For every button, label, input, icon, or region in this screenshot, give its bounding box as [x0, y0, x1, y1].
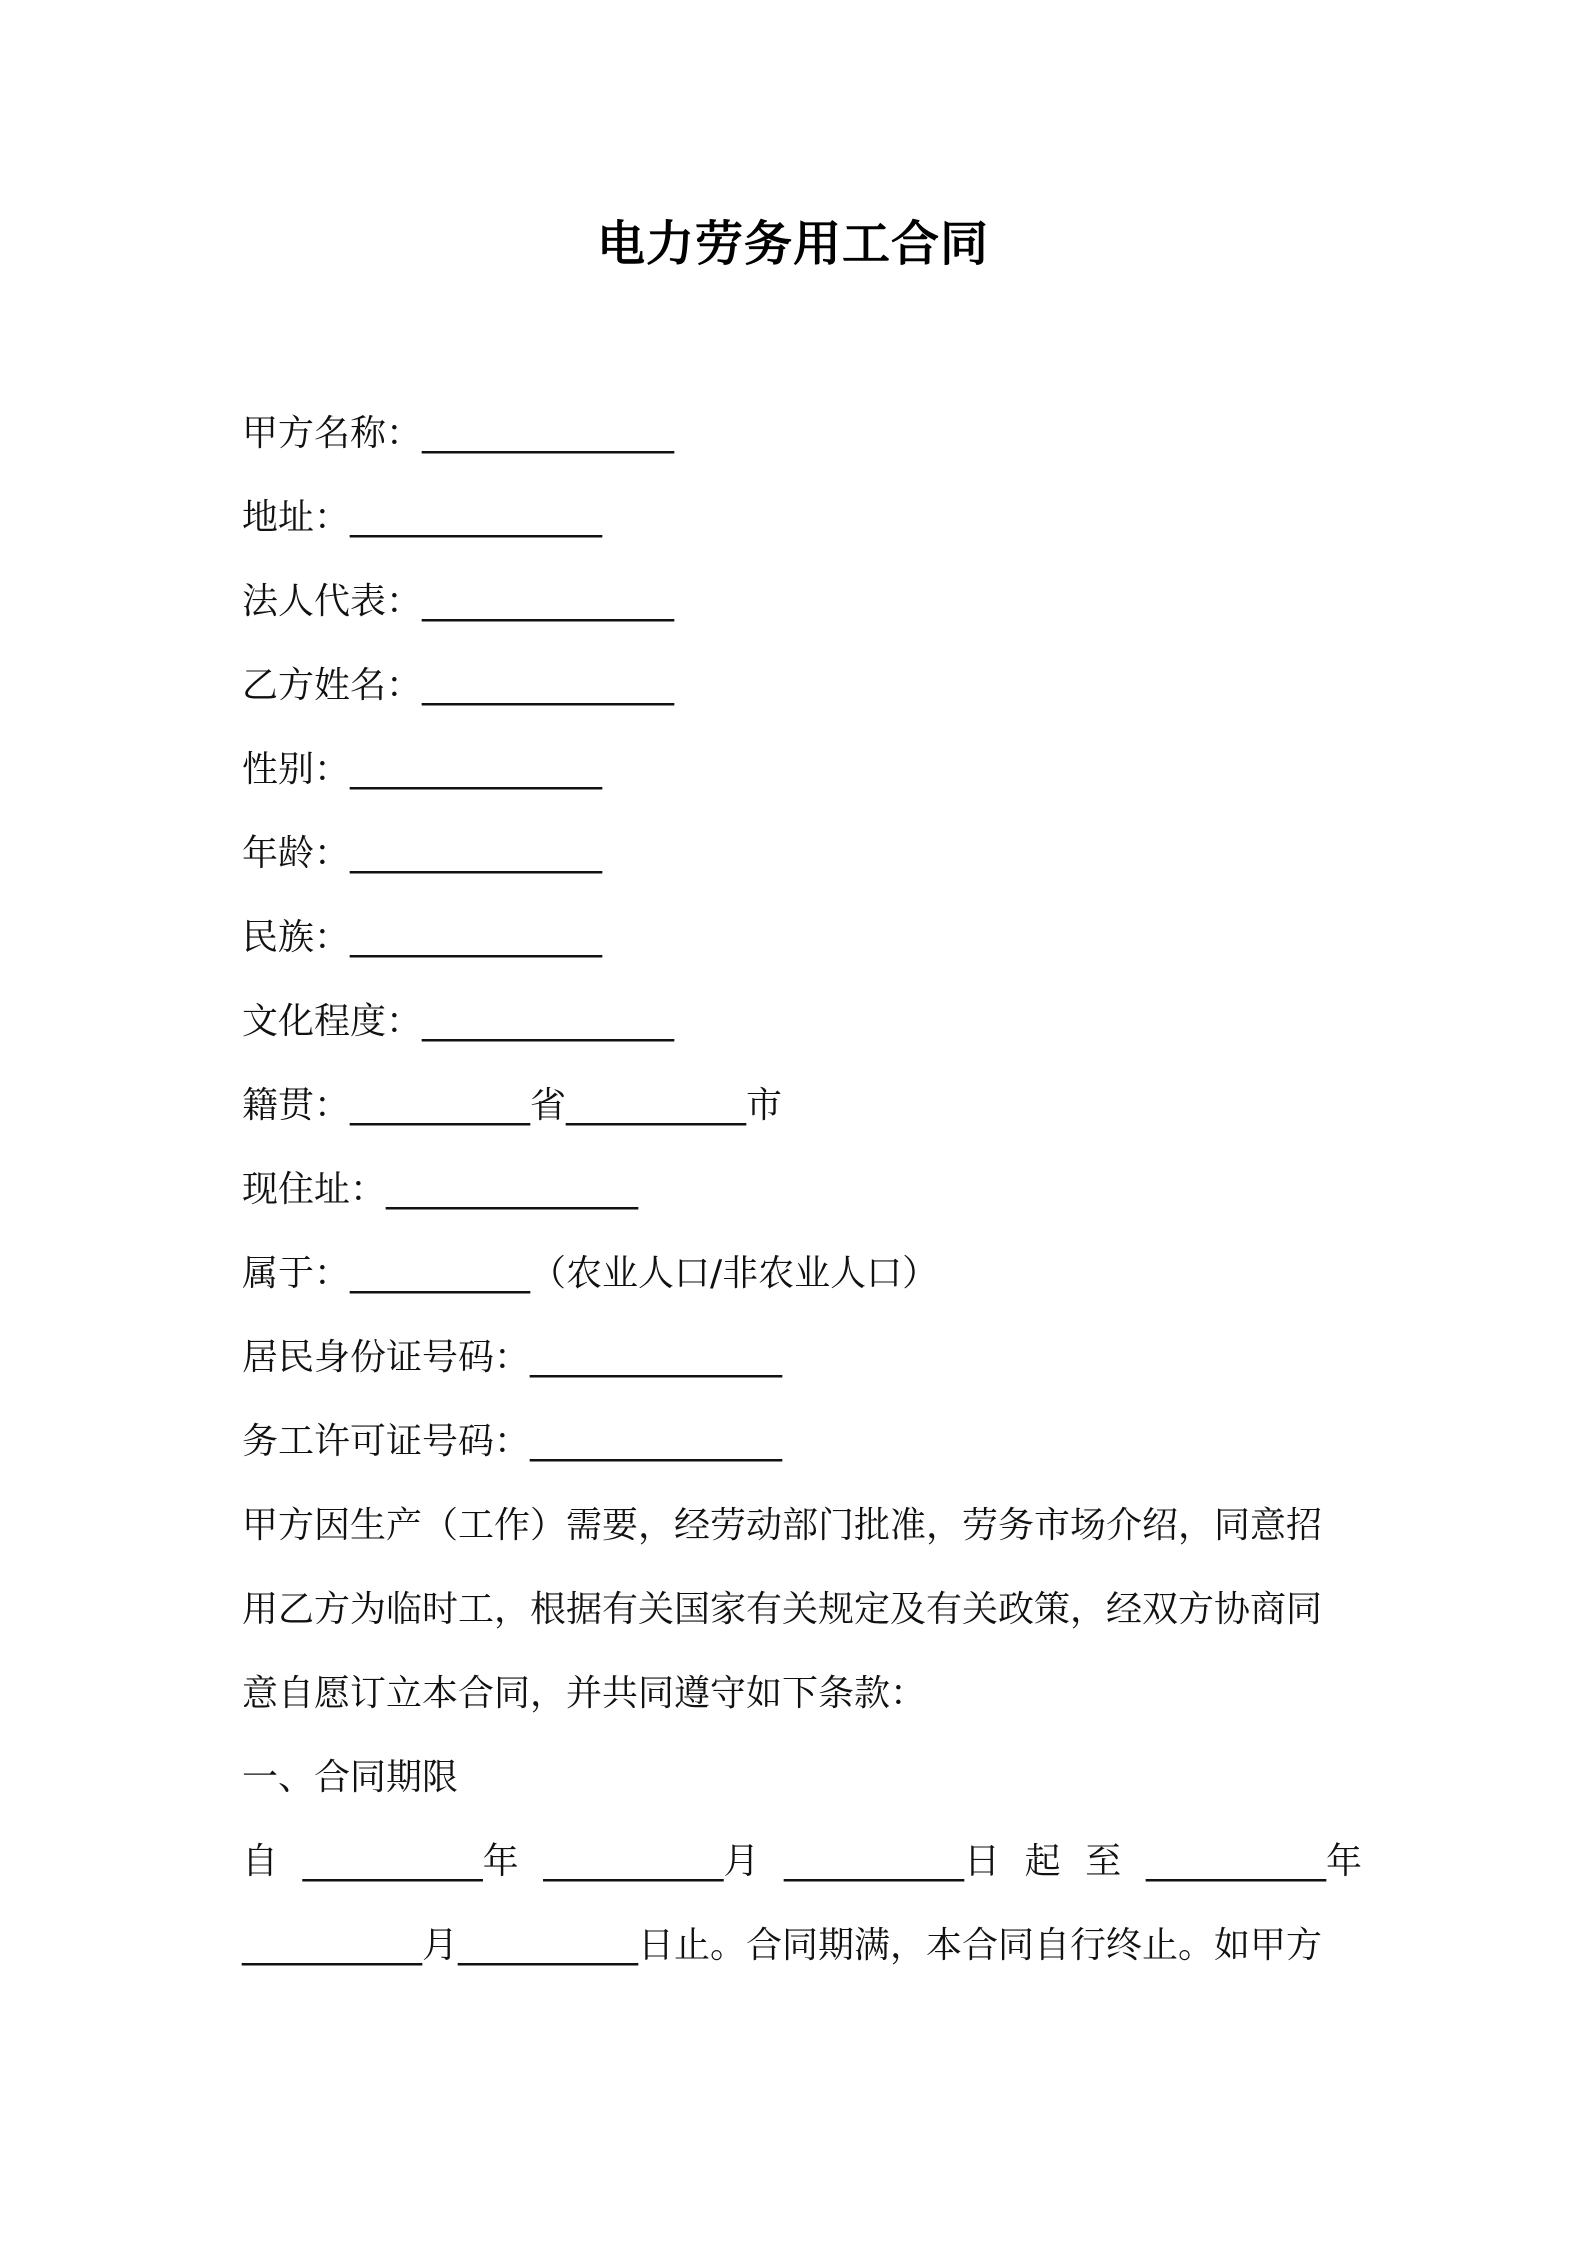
- term-part: 起: [1024, 1841, 1061, 1882]
- field-education: 文化程度：______________: [242, 1001, 675, 1042]
- section-heading-contract-term: 一、合同期限: [242, 1757, 459, 1798]
- field-household-type: 属于：__________（农业人口/非农业人口）: [242, 1253, 939, 1294]
- term-part: __________年: [1145, 1841, 1362, 1882]
- field-work-permit-number: 务工许可证号码：______________: [242, 1421, 783, 1462]
- term-part: 至: [1085, 1841, 1122, 1882]
- intro-paragraph: [242, 1484, 1362, 1736]
- field-ethnicity: 民族：______________: [242, 917, 603, 958]
- field-gender: 性别：______________: [242, 749, 603, 790]
- intro-line: 用乙方为临时工，根据有关国家有关规定及有关政策，经双方协商同: [242, 1589, 1323, 1630]
- field-party-b-name: 乙方姓名：______________: [242, 665, 675, 706]
- field-current-address: 现住址：______________: [242, 1169, 639, 1210]
- field-legal-representative: 法人代表：______________: [242, 581, 675, 622]
- intro-line: 意自愿订立本合同，并共同遵守如下条款：: [242, 1673, 927, 1714]
- intro-line: 甲方因生产（工作）需要，经劳动部门批准，劳务市场介绍，同意招: [242, 1505, 1323, 1546]
- field-id-number: 居民身份证号码：______________: [242, 1337, 783, 1378]
- term-part: __________日: [783, 1841, 1000, 1882]
- term-line-1: [242, 1834, 1362, 1890]
- field-party-a-name: 甲方名称：______________: [242, 413, 675, 454]
- field-native-place: 籍贯：__________省__________市: [242, 1085, 783, 1126]
- term-part: __________月: [543, 1841, 760, 1882]
- term-part: __________年: [302, 1841, 519, 1882]
- term-line-2: __________月__________日止。合同期满，本合同自行终止。如甲方: [242, 1925, 1323, 1966]
- field-address: 地址：______________: [242, 497, 603, 538]
- term-part: 自: [242, 1841, 279, 1882]
- field-age: 年龄：______________: [242, 833, 603, 874]
- document-title: 电力劳务用工合同: [596, 216, 989, 272]
